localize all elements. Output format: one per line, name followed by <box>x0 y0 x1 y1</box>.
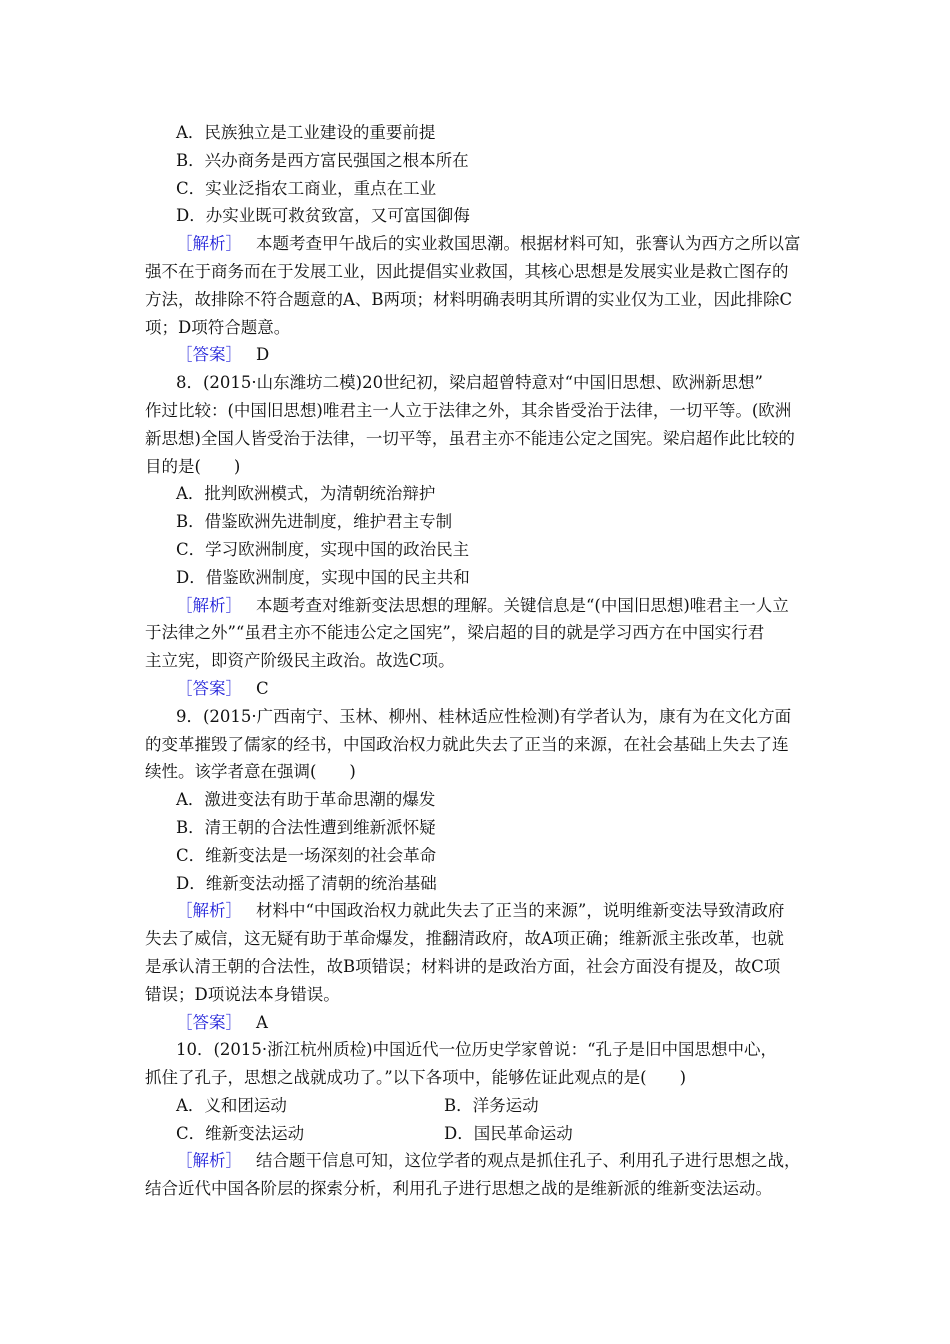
analysis-line <box>145 1147 810 1175</box>
option-row <box>145 1092 810 1120</box>
question-stem: 的变革摧毁了儒家的经书，中国政治权力就此失去了正当的来源，在社会基础上失去了连 <box>145 734 789 754</box>
analysis-text: 材料中“中国政治权力就此失去了正当的来源”，说明维新变法导致清政府 <box>256 901 785 921</box>
question-stem: 8．(2015·山东潍坊二模)20世纪初，梁启超曾特意对“中国旧思想、欧洲新思想” <box>176 373 763 393</box>
analysis-tag: ［解析］ <box>176 1151 242 1171</box>
option-c: C．维新变法运动 <box>176 1123 305 1143</box>
option-d: D．维新变法动摇了清朝的统治基础 <box>176 873 437 893</box>
analysis-text: 是承认清王朝的合法性，故B项错误；材料讲的是政治方面，社会方面没有提及，故C项 <box>145 956 781 976</box>
option-row <box>145 1120 810 1148</box>
analysis-text: 失去了威信，这无疑有助于革命爆发，推翻清政府，故A项正确；维新派主张改革，也就 <box>145 929 784 949</box>
analysis-line <box>145 897 810 925</box>
option-a: A．激进变法有助于革命思潮的爆发 <box>176 790 436 810</box>
analysis-text: 本题考查甲午战后的实业救国思潮。根据材料可知，张謇认为西方之所以富 <box>256 234 801 254</box>
analysis-text: 本题考查对维新变法思想的理解。关键信息是“(中国旧思想)唯君主一人立 <box>256 595 789 615</box>
question-7 <box>145 119 810 369</box>
analysis-text: 主立宪，即资产阶级民主政治。故选C项。 <box>145 651 455 671</box>
option-a: A．义和团运动 <box>176 1095 287 1115</box>
question-9 <box>145 703 810 1037</box>
option-d: D．借鉴欧洲制度，实现中国的民主共和 <box>176 567 470 587</box>
analysis-text: 强不在于商务而在于发展工业，因此提倡实业救国，其核心思想是发展实业是救亡图存的 <box>145 261 789 281</box>
question-stem: 作过比较：(中国旧思想)唯君主一人立于法律之外，其余皆受治于法律，一切平等。(欧洲 <box>145 400 792 420</box>
answer-value: C <box>256 678 269 698</box>
option-a: A．民族独立是工业建设的重要前提 <box>176 123 436 142</box>
answer-value: A <box>256 1012 268 1032</box>
answer-tag: ［答案］ <box>176 345 242 365</box>
option-c: C．维新变法是一场深刻的社会革命 <box>176 845 437 865</box>
analysis-tag: ［解析］ <box>176 901 242 921</box>
option-b: B．兴办商务是西方富民强国之根本所在 <box>176 150 469 170</box>
option-b: B．洋务运动 <box>444 1095 539 1115</box>
question-stem: 抓住了孔子，思想之战就成功了。”以下各项中，能够佐证此观点的是( ) <box>145 1068 687 1088</box>
answer-tag: ［答案］ <box>176 678 242 698</box>
analysis-text: 结合题干信息可知，这位学者的观点是抓住孔子、利用孔子进行思想之战， <box>256 1151 801 1171</box>
page-content <box>145 119 810 1203</box>
answer-tag: ［答案］ <box>176 1012 242 1032</box>
analysis-text: 结合近代中国各阶层的探索分析，利用孔子进行思想之战的是维新派的维新变法运动。 <box>145 1179 772 1199</box>
question-8 <box>145 369 810 703</box>
analysis-tag: ［解析］ <box>176 234 242 254</box>
answer-line <box>145 1009 810 1037</box>
question-stem: 9．(2015·广西南宁、玉林、柳州、桂林适应性检测)有学者认为，康有为在文化方面 <box>176 706 792 726</box>
option-d: D．国民革命运动 <box>444 1123 573 1143</box>
option-c: C．学习欧洲制度，实现中国的政治民主 <box>176 539 470 559</box>
analysis-text: 于法律之外”“虽君主亦不能违公定之国宪”，梁启超的目的就是学习西方在中国实行君 <box>145 623 765 643</box>
analysis-tag: ［解析］ <box>176 595 242 615</box>
question-stem: 10．(2015·浙江杭州质检)中国近代一位历史学家曾说：“孔子是旧中国思想中心， <box>176 1040 778 1060</box>
answer-line <box>145 675 810 703</box>
analysis-line <box>145 230 810 258</box>
option-a: A．批判欧洲模式，为清朝统治辩护 <box>176 484 436 504</box>
analysis-text: 错误；D项说法本身错误。 <box>145 984 340 1004</box>
option-b: B．借鉴欧洲先进制度，维护君主专制 <box>176 512 453 532</box>
question-stem: 新思想)全国人皆受治于法律，一切平等，虽君主亦不能违公定之国宪。梁启超作此比较的 <box>145 428 795 448</box>
question-stem: 目的是( ) <box>145 456 241 476</box>
option-b: B．清王朝的合法性遭到维新派怀疑 <box>176 817 436 837</box>
analysis-text: 方法，故排除不符合题意的A、B两项；材料明确表明其所谓的实业仅为工业，因此排除C <box>145 289 793 309</box>
answer-line <box>145 341 810 369</box>
option-d: D．办实业既可救贫致富，又可富国御侮 <box>176 206 470 226</box>
question-stem: 续性。该学者意在强调( ) <box>145 762 356 782</box>
answer-value: D <box>256 345 270 365</box>
analysis-line <box>145 592 810 620</box>
analysis-text: 项；D项符合题意。 <box>145 317 291 337</box>
question-10 <box>145 1036 810 1203</box>
option-c: C．实业泛指农工商业，重点在工业 <box>176 178 437 198</box>
